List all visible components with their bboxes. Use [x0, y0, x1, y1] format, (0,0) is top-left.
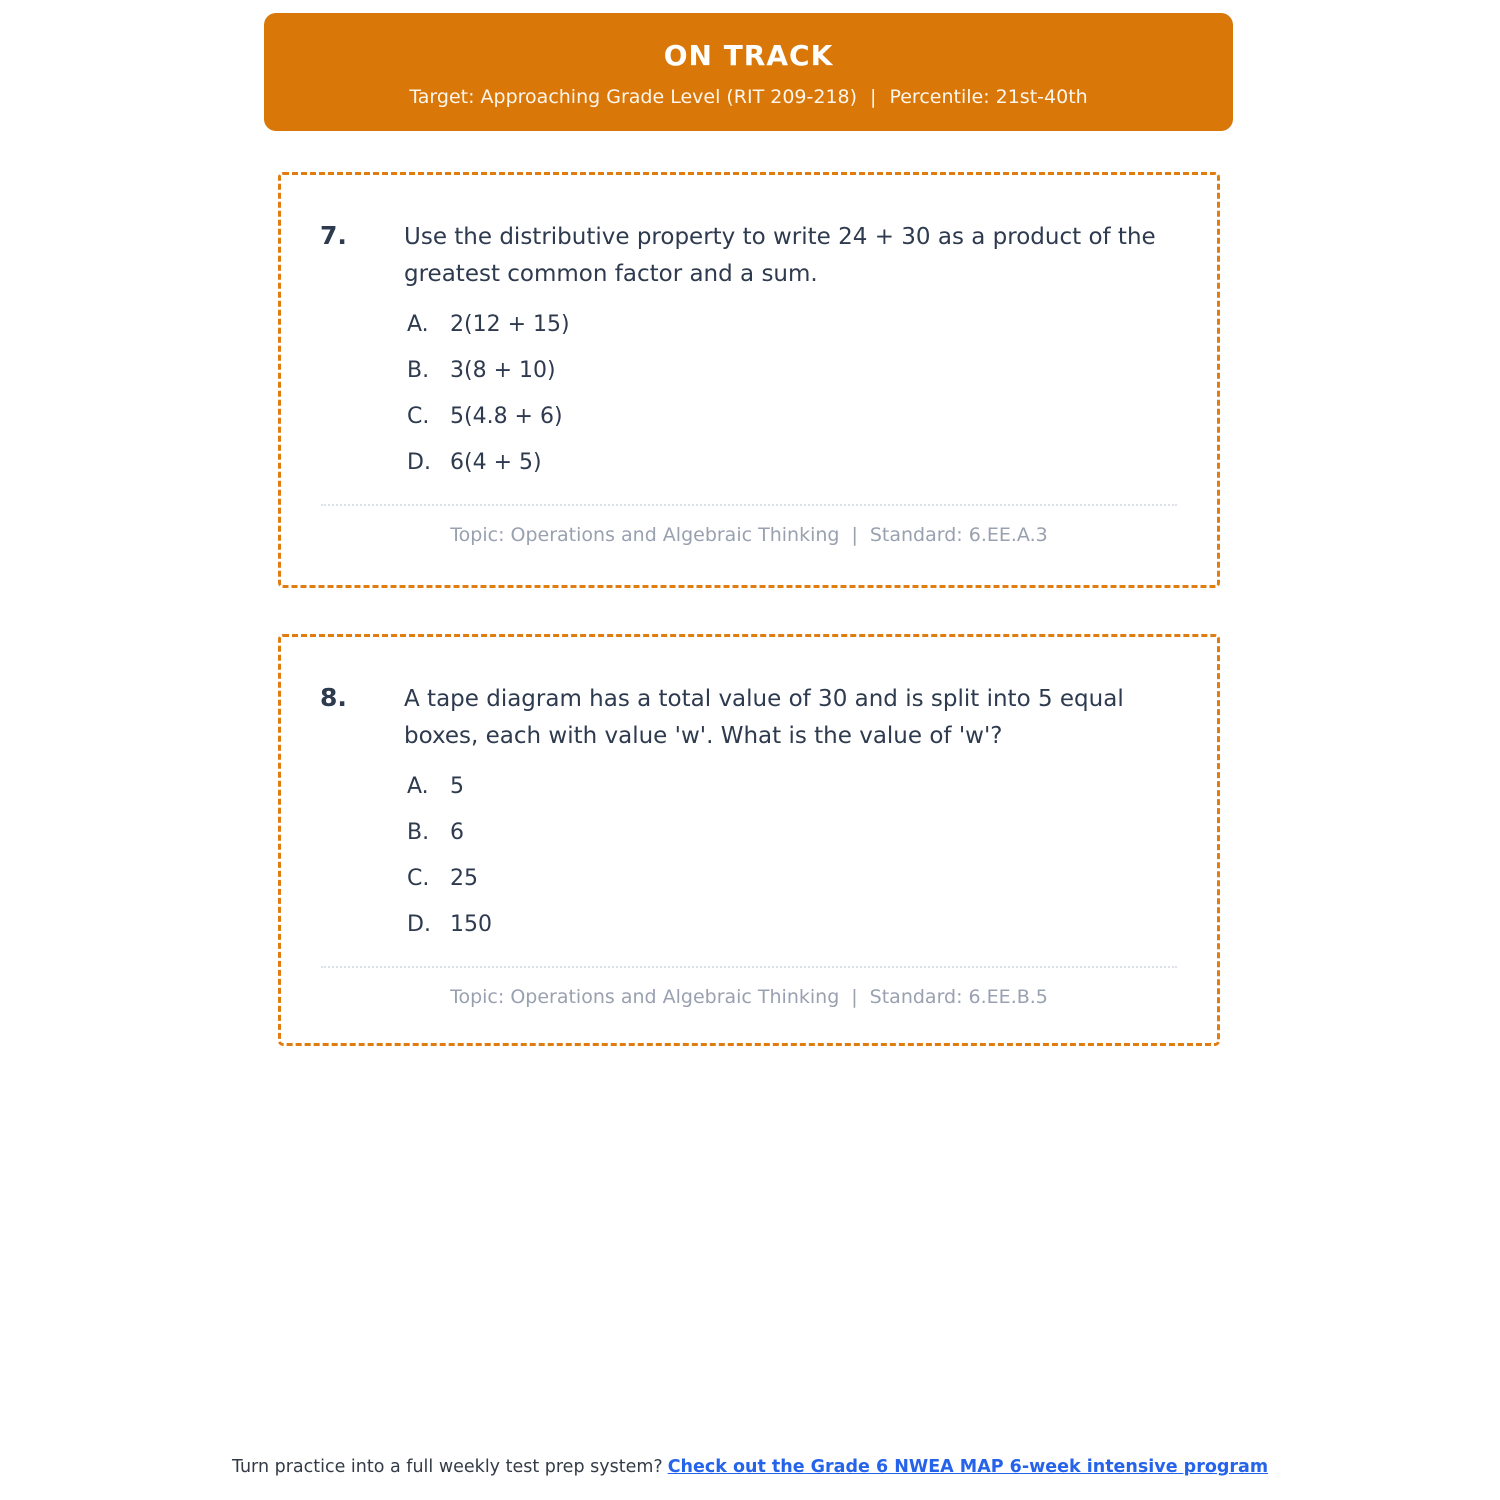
question-card-8 [278, 634, 1220, 1046]
option-text: 3(8 + 10) [450, 358, 556, 383]
answer-option-a [407, 775, 1180, 798]
answer-option-a [407, 313, 1180, 336]
answer-option-b [407, 359, 1180, 382]
question-text: Use the distributive property to write 24 + 30 as a product of the greatest common factor and a sum. [404, 224, 1156, 287]
option-text: 2(12 + 15) [450, 312, 570, 337]
dotted-divider [321, 966, 1177, 968]
option-text: 25 [450, 866, 478, 891]
question-text: A tape diagram has a total value of 30 and is split into 5 equal boxes, each with value 'w'. What is the value of 'w'? [404, 686, 1124, 749]
banner-percentile: Percentile: 21st-40th [889, 86, 1088, 108]
topic-separator: | [851, 524, 858, 546]
answer-options [407, 775, 1180, 936]
question-card-7 [278, 172, 1220, 588]
option-text: 150 [450, 912, 492, 937]
footer-text: Turn practice into a full weekly test prep system? [231, 1457, 663, 1477]
banner-title: ON TRACK [663, 39, 834, 72]
answer-option-c [407, 405, 1180, 428]
topic-standard-line [318, 524, 1180, 546]
topic-label: Topic: Operations and Algebraic Thinking [450, 524, 840, 546]
footer-promo [0, 1457, 1500, 1477]
option-letter: D. [407, 912, 431, 937]
question-row [318, 681, 1180, 755]
topic-separator: | [851, 986, 858, 1008]
performance-band-banner [264, 13, 1233, 131]
option-letter: A. [407, 774, 429, 799]
question-number: 7. [320, 221, 347, 250]
dotted-divider [321, 504, 1177, 506]
option-letter: B. [407, 358, 430, 383]
option-text: 6(4 + 5) [450, 450, 542, 475]
topic-label: Topic: Operations and Algebraic Thinking [450, 986, 840, 1008]
option-text: 5(4.8 + 6) [450, 404, 563, 429]
standard-label: Standard: 6.EE.B.5 [869, 986, 1048, 1008]
standard-label: Standard: 6.EE.A.3 [869, 524, 1048, 546]
option-text: 5 [450, 774, 464, 799]
answer-option-d [407, 913, 1180, 936]
option-letter: B. [407, 820, 430, 845]
answer-option-b [407, 821, 1180, 844]
banner-target: Target: Approaching Grade Level (RIT 209-218) [409, 86, 858, 108]
option-letter: A. [407, 312, 429, 337]
option-text: 6 [450, 820, 464, 845]
program-link[interactable]: Check out the Grade 6 NWEA MAP 6-week intensive program [667, 1457, 1269, 1477]
question-number: 8. [320, 683, 347, 712]
option-letter: C. [407, 866, 430, 891]
banner-separator: | [870, 86, 877, 108]
option-letter: C. [407, 404, 430, 429]
topic-standard-line [318, 986, 1180, 1008]
answer-option-c [407, 867, 1180, 890]
option-letter: D. [407, 450, 431, 475]
banner-subtitle [264, 86, 1233, 108]
question-row [318, 219, 1180, 293]
answer-options [407, 313, 1180, 474]
answer-option-d [407, 451, 1180, 474]
